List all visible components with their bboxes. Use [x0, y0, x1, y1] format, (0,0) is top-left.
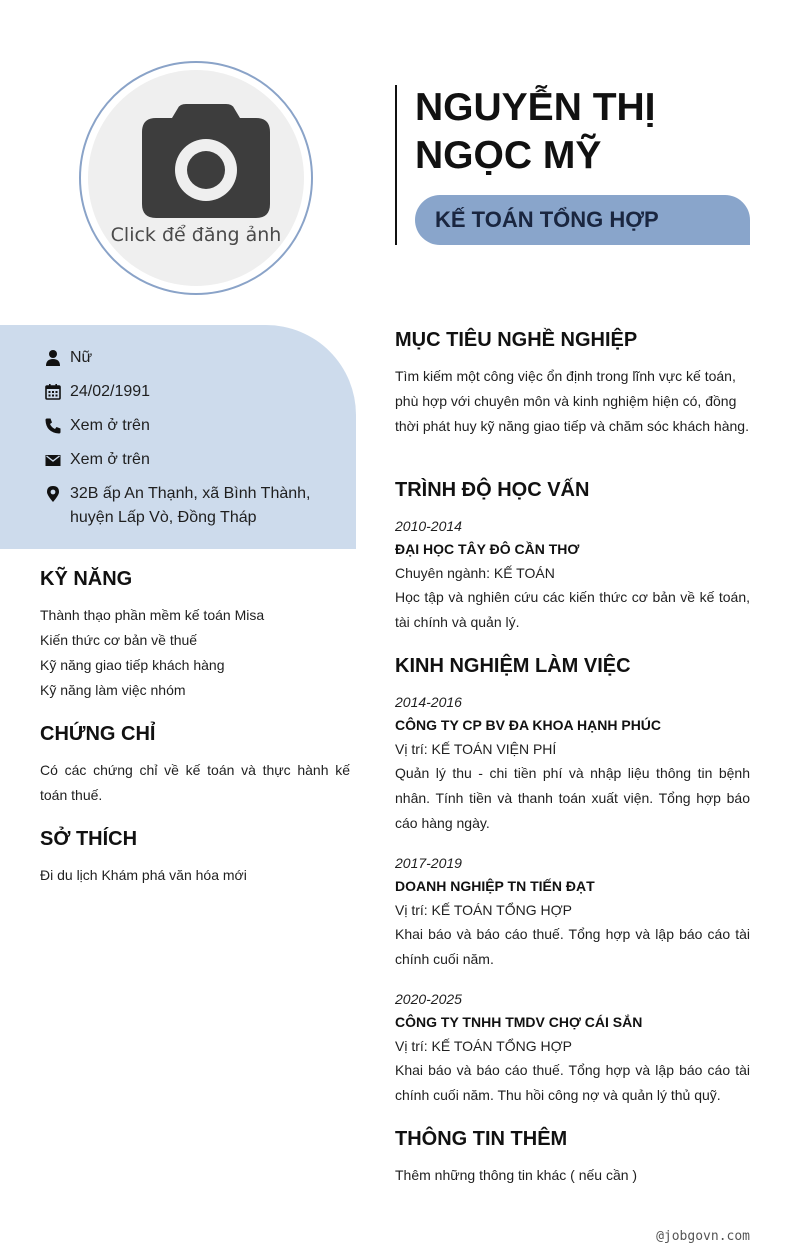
hobbies-title: SỞ THÍCH	[40, 828, 138, 850]
gender-value: Nữ	[70, 349, 93, 366]
job-period: 2020-2025	[395, 991, 462, 1007]
hobbies-text: Đi du lịch Khám phá văn hóa mới	[40, 867, 247, 883]
location-icon	[44, 485, 62, 503]
avatar-placeholder	[88, 70, 304, 286]
skill-item: Kỹ năng giao tiếp khách hàng	[40, 657, 225, 673]
objective-title: MỤC TIÊU NGHỀ NGHIỆP	[395, 329, 638, 351]
job-period: 2014-2016	[395, 694, 462, 710]
avatar-caption: Click để đăng ảnh	[110, 224, 282, 246]
job-description: Khai báo và báo cáo thuế. Tổng hợp và lập báo cáo tài chính cuối năm. Thu hồi công nợ và quản lý thủ quỹ.	[395, 1062, 750, 1103]
education-major: Chuyên ngành: KẾ TOÁN	[395, 565, 555, 581]
mail-icon	[44, 451, 62, 469]
avatar-upload[interactable]	[79, 61, 313, 295]
job-period: 2017-2019	[395, 855, 462, 871]
contact-panel	[0, 325, 356, 549]
skills-title: KỸ NĂNG	[40, 568, 133, 590]
phone-icon	[44, 417, 62, 435]
job-company: DOANH NGHIỆP TN TIẾN ĐẠT	[395, 878, 595, 894]
certificates-title: CHỨNG CHỈ	[40, 723, 156, 745]
skill-item: Kiến thức cơ bản về thuế	[40, 632, 198, 648]
skill-item: Kỹ năng làm việc nhóm	[40, 682, 186, 698]
address-value: 32B ấp An Thạnh, xã Bình Thành, huyện Lấp Vò, Đồng Tháp	[70, 485, 311, 526]
name-divider	[395, 85, 397, 245]
person-icon	[44, 349, 62, 367]
objective-text: Tìm kiếm một công việc ổn định trong lĩnh vực kế toán, phù hợp với chuyên môn và kinh nghiệm hiện có, đồng thời phát huy kỹ năng giao tiếp và chăm sóc khách hàng.	[395, 368, 749, 434]
job-position: Vị trí: KẾ TOÁN VIỆN PHÍ	[395, 741, 557, 757]
certificates-text: Có các chứng chỉ về kế toán và thực hành kế toán thuế.	[40, 762, 350, 803]
candidate-name: NGUYỄN THỊ NGỌC MỸ	[415, 86, 656, 177]
job-company: CÔNG TY CP BV ĐA KHOA HẠNH PHÚC	[395, 717, 662, 733]
email-value[interactable]: Xem ở trên	[70, 451, 150, 468]
education-period: 2010-2014	[395, 518, 462, 534]
calendar-icon	[44, 383, 62, 401]
additional-title: THÔNG TIN THÊM	[395, 1128, 568, 1150]
job-description: Quản lý thu - chi tiền phí và nhập liệu thông tin bệnh nhân. Tính tiền và thanh toán xuất viện. Tổng hợp báo cáo hàng ngày.	[395, 765, 750, 831]
job-company: CÔNG TY TNHH TMDV CHỢ CÁI SẮN	[395, 1014, 643, 1030]
job-title-badge: KẾ TOÁN TỔNG HỢP	[415, 195, 750, 245]
watermark: @jobgovn.com	[656, 1229, 750, 1244]
job-position: Vị trí: KẾ TOÁN TỔNG HỢP	[395, 1038, 572, 1054]
birthday-value: 24/02/1991	[70, 383, 151, 400]
experience-title: KINH NGHIỆM LÀM VIỆC	[395, 655, 631, 677]
education-title: TRÌNH ĐỘ HỌC VẤN	[395, 479, 590, 501]
camera-icon	[140, 104, 272, 218]
education-school: ĐẠI HỌC TÂY ĐÔ CẦN THƠ	[395, 541, 580, 557]
phone-value[interactable]: Xem ở trên	[70, 417, 150, 434]
job-position: Vị trí: KẾ TOÁN TỔNG HỢP	[395, 902, 572, 918]
skill-item: Thành thạo phần mềm kế toán Misa	[40, 607, 265, 623]
job-description: Khai báo và báo cáo thuế. Tổng hợp và lập báo cáo tài chính cuối năm.	[395, 926, 750, 967]
education-description: Học tập và nghiên cứu các kiến thức cơ bản về kế toán, tài chính và quản lý.	[395, 589, 750, 630]
additional-text: Thêm những thông tin khác ( nếu cần )	[395, 1167, 638, 1183]
